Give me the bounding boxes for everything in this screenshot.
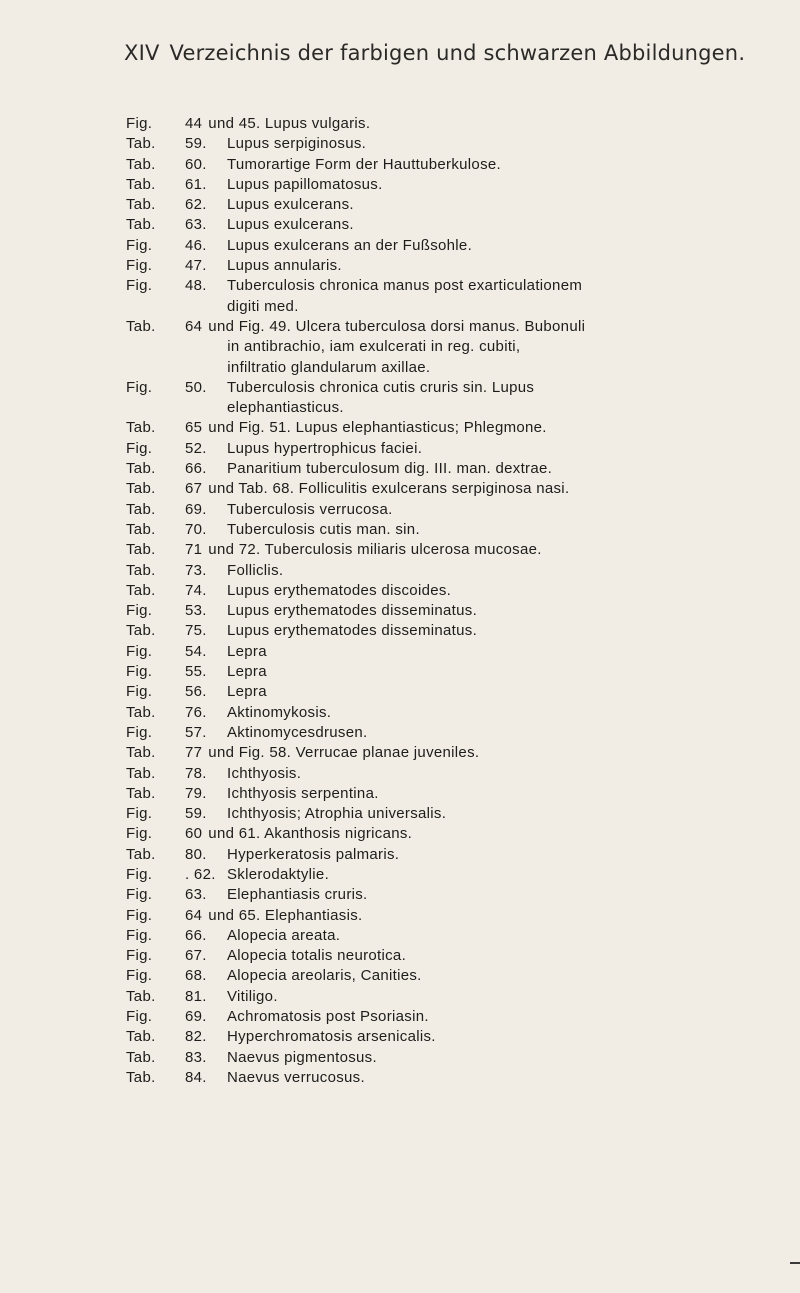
entry-description-line: Elephantiasis cruris. [227,886,368,904]
entry-description-line: infiltratio glandularum axillae. [227,358,431,376]
entry-description [227,134,786,154]
entry-description [227,1068,786,1088]
entry-description-line: Panaritium tuberculosum dig. III. man. dextrae. [227,460,553,478]
entry-kind: Tab. [126,500,156,518]
entry-description-line: Folliclis. [227,561,284,579]
entry-kind: Tab. [126,460,156,478]
page-numeral: XIV [124,41,160,65]
list-item [126,824,786,844]
entry-description [227,256,786,276]
page-header [124,41,745,65]
entry-number: 82. [185,1028,207,1046]
entry-kind: Tab. [126,155,156,173]
entry-number: 63. [185,216,207,234]
entry-number: 68. [185,967,207,985]
entry-description-line: und Fig. 51. Lupus elephantiasticus; Phlegmone. [208,419,547,437]
entry-description [208,418,786,438]
entry-description-line: und 65. Elephantiasis. [208,906,363,924]
entry-description [227,642,786,662]
list-item [126,317,786,378]
entry-description [227,581,786,601]
entry-number: . 62. [185,865,216,883]
entry-kind: Fig. [126,947,153,965]
entry-number: 50. [185,378,207,396]
entry-description [227,561,786,581]
entry-kind: Fig. [126,825,153,843]
entry-description [208,743,786,763]
list-item [126,743,786,763]
list-item [126,581,786,601]
list-item [126,500,786,520]
entry-description [227,195,786,215]
entry-description-line: Lepra [227,683,267,701]
entry-number: 64 [185,906,203,924]
list-item [126,966,786,986]
entry-kind: Tab. [126,784,156,802]
entry-description-line: Lupus papillomatosus. [227,175,383,193]
entry-number: 48. [185,277,207,295]
entry-description [227,1007,786,1027]
entry-description [208,479,786,499]
entry-description-line: Alopecia areata. [227,926,341,944]
entry-description-line: digiti med. [227,297,299,315]
entry-kind: Tab. [126,520,156,538]
list-item [126,946,786,966]
entry-description [227,175,786,195]
entry-number: 47. [185,257,207,275]
entry-description [227,215,786,235]
entry-description [227,966,786,986]
entry-description [227,520,786,540]
entry-number: 70. [185,520,207,538]
entry-description [227,784,786,804]
entry-description [227,621,786,641]
list-item [126,1007,786,1027]
entry-kind: Fig. [126,642,153,660]
entry-kind: Tab. [126,581,156,599]
entry-number: 83. [185,1048,207,1066]
entry-kind: Fig. [126,277,153,295]
entry-kind: Fig. [126,906,153,924]
entry-description-line: Hyperkeratosis palmaris. [227,845,400,863]
list-item [126,926,786,946]
entry-description [227,378,786,419]
entry-description [227,459,786,479]
entry-description-line: Naevus pigmentosus. [227,1048,377,1066]
entry-kind: Fig. [126,115,153,132]
list-item [126,1048,786,1068]
entry-description-line: Tumorartige Form der Hauttuberkulose. [227,155,501,173]
entry-kind: Tab. [126,135,156,153]
entry-description-line: Lupus serpiginosus. [227,135,367,153]
list-item [126,479,786,499]
entry-kind: Tab. [126,1048,156,1066]
list-item [126,723,786,743]
entry-description [227,885,786,905]
entry-description [227,236,786,256]
entry-description-line: und 72. Tuberculosis miliaris ulcerosa mucosae. [208,541,542,559]
entry-description [227,500,786,520]
entry-description-line: Lupus erythematodes discoides. [227,581,452,599]
list-item [126,175,786,195]
entry-description-line: Tuberculosis chronica manus post exarticulationem [227,277,583,295]
entry-description-line: elephantiasticus. [227,399,344,417]
entry-number: 46. [185,236,207,254]
list-item [126,662,786,682]
entry-kind: Tab. [126,541,156,559]
entry-description-line: und Tab. 68. Folliculitis exulcerans serpiginosa nasi. [208,480,570,498]
entry-number: 52. [185,439,207,457]
entry-kind: Tab. [126,561,156,579]
entry-kind: Fig. [126,683,153,701]
entry-number: 53. [185,602,207,620]
entry-kind: Tab. [126,744,156,762]
entry-kind: Tab. [126,622,156,640]
list-item [126,642,786,662]
entry-kind: Tab. [126,845,156,863]
entry-description-line: Lupus exulcerans. [227,196,354,214]
entry-kind: Fig. [126,378,153,396]
entry-number: 56. [185,683,207,701]
list-item [126,865,786,885]
entry-number: 69. [185,500,207,518]
entry-description [227,926,786,946]
entry-description-line: Lepra [227,663,267,681]
entry-number: 63. [185,886,207,904]
entry-number: 60. [185,155,207,173]
list-item [126,276,786,317]
entry-description-line: Lupus hypertrophicus faciei. [227,439,423,457]
entry-description-line: und 61. Akanthosis nigricans. [208,825,413,843]
entry-number: 76. [185,703,207,721]
entry-kind: Tab. [126,1028,156,1046]
entry-kind: Tab. [126,480,156,498]
page-title: Verzeichnis der farbigen und schwarzen Abbildungen. [169,41,746,65]
entry-number: 74. [185,581,207,599]
entry-kind: Tab. [126,764,156,782]
entry-kind: Fig. [126,439,153,457]
entry-kind: Tab. [126,196,156,214]
entry-description [227,1048,786,1068]
entry-description-line: Ichthyosis. [227,764,302,782]
entry-number: 59. [185,135,207,153]
entry-description-line: Tuberculosis verrucosa. [227,500,393,518]
entry-number: 77 [185,744,203,762]
entry-description-line: Lupus erythematodes disseminatus. [227,622,478,640]
entry-description [227,764,786,784]
entry-description [227,845,786,865]
entry-description-line: Lupus annularis. [227,257,342,275]
list-item [126,540,786,560]
scan-edge-mark [790,1262,800,1264]
list-item [126,459,786,479]
entry-kind: Fig. [126,257,153,275]
list-item [126,520,786,540]
entry-number: 66. [185,460,207,478]
entry-description-line: Ichthyosis; Atrophia universalis. [227,805,447,823]
entry-number: 60 [185,825,203,843]
entry-description-line: und Fig. 49. Ulcera tuberculosa dorsi manus. Bubonuli [208,317,586,335]
entry-number: 73. [185,561,207,579]
entry-description-line: Lupus exulcerans. [227,216,354,234]
list-item [126,215,786,235]
entry-description-line: Ichthyosis serpentina. [227,784,379,802]
entry-kind: Tab. [126,703,156,721]
entry-kind: Fig. [126,1008,153,1026]
entry-kind: Fig. [126,865,153,883]
entry-number: 81. [185,987,207,1005]
entry-description [227,946,786,966]
entry-description [208,540,786,560]
list-item [126,418,786,438]
entry-number: 84. [185,1068,207,1086]
entry-description [227,682,786,702]
entry-kind: Fig. [126,236,153,254]
list-item [126,236,786,256]
entry-number: 64 [185,317,203,335]
entry-description [227,804,786,824]
entry-number: 59. [185,805,207,823]
entry-description-line: Alopecia areolaris, Canities. [227,967,422,985]
entry-description-line: in antibrachio, iam exulcerati in reg. cubiti, [227,338,521,356]
entry-kind: Tab. [126,216,156,234]
entry-description [208,317,786,378]
entry-description [227,703,786,723]
entry-number: 66. [185,926,207,944]
entry-number: 75. [185,622,207,640]
entry-description-line: Tuberculosis chronica cutis cruris sin. Lupus [227,378,535,396]
entry-number: 80. [185,845,207,863]
entry-number: 69. [185,1008,207,1026]
entry-number: 71 [185,541,203,559]
list-item [126,845,786,865]
entry-kind: Tab. [126,175,156,193]
entry-kind: Fig. [126,886,153,904]
entry-description [227,1027,786,1047]
list-item [126,155,786,175]
entry-number: 55. [185,663,207,681]
entry-number: 61. [185,175,207,193]
list-item [126,1027,786,1047]
list-item [126,621,786,641]
list-item [126,561,786,581]
entry-kind: Fig. [126,967,153,985]
entry-description [208,906,786,926]
list-item [126,703,786,723]
entry-kind: Fig. [126,805,153,823]
entry-description [227,987,786,1007]
entry-number: 79. [185,784,207,802]
entry-description [227,276,786,317]
list-item [126,439,786,459]
entry-number: 67. [185,947,207,965]
entry-description-line: Hyperchromatosis arsenicalis. [227,1028,436,1046]
entry-kind: Tab. [126,1068,156,1086]
entry-number: 44 [185,115,203,132]
list-item [126,764,786,784]
list-item [126,134,786,154]
entry-description [227,439,786,459]
list-item [126,601,786,621]
entry-number: 57. [185,723,207,741]
entry-description-line: Lupus exulcerans an der Fußsohle. [227,236,473,254]
list-item [126,378,786,419]
list-item [126,195,786,215]
entry-description-line: Sklerodaktylie. [227,865,330,883]
list-item [126,1068,786,1088]
entry-description [227,155,786,175]
entry-description [227,662,786,682]
entry-description-line: Vitiligo. [227,987,278,1005]
entry-description-line: Lepra [227,642,267,660]
entry-number: 54. [185,642,207,660]
entry-kind: Fig. [126,723,153,741]
list-item [126,885,786,905]
entry-kind: Tab. [126,317,156,335]
entry-description-line: Aktinomycesdrusen. [227,723,368,741]
list-item [126,906,786,926]
entry-kind: Tab. [126,419,156,437]
entry-description-line: und 45. Lupus vulgaris. [208,115,371,132]
entry-description-line: Tuberculosis cutis man. sin. [227,520,420,538]
entry-description-line: Aktinomykosis. [227,703,332,721]
entry-number: 67 [185,480,203,498]
entry-number: 78. [185,764,207,782]
list-item [126,987,786,1007]
list-item [126,256,786,276]
list-item [126,114,786,134]
figure-list [126,114,786,1088]
list-item [126,784,786,804]
entry-description-line: Lupus erythematodes disseminatus. [227,602,478,620]
entry-kind: Tab. [126,987,156,1005]
list-item [126,682,786,702]
entry-description [227,865,786,885]
entry-number: 65 [185,419,203,437]
entry-description-line: Alopecia totalis neurotica. [227,947,407,965]
entry-description [208,824,786,844]
entry-number: 62. [185,196,207,214]
entry-description-line: und Fig. 58. Verrucae planae juveniles. [208,744,480,762]
entry-kind: Fig. [126,602,153,620]
entry-description-line: Achromatosis post Psoriasin. [227,1008,429,1026]
entry-description [208,114,786,134]
entry-description-line: Naevus verrucosus. [227,1068,365,1086]
entry-kind: Fig. [126,663,153,681]
list-item [126,804,786,824]
entry-description [227,723,786,743]
entry-kind: Fig. [126,926,153,944]
entry-description [227,601,786,621]
